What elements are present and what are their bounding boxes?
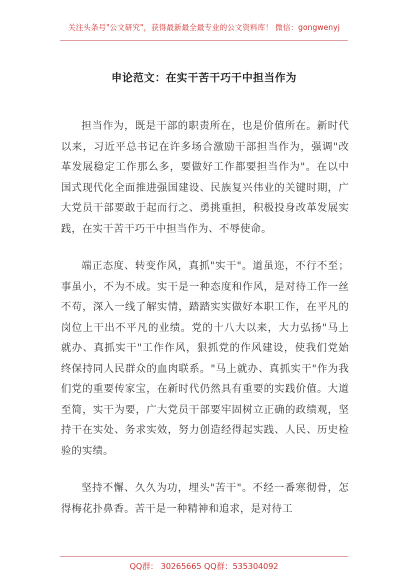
document-title: 申论范文：在实干苦干巧干中担当作为	[111, 72, 297, 84]
footer-contact: QQ群： 30265665 QQ群：535304092	[129, 562, 279, 571]
body-paragraph: 端正态度、转变作风，真抓"实干"。道虽迩，不行不至；事虽小，不为不成。实干是一种态度和作风，是对待工作一丝不苟，深入一线了解实情，踏踏实实做好本职工作，在平凡的岗位上干出不平凡的业绩。党的十八大以来，大力弘扬"马上就办、真抓实干"工作作风，狠抓党的作风建设，使我们党始终保持同人民群众的血肉联系。"马上就办、真抓实干"作为我们党的重要传家宝，在新时代仍然具有重要的实践价值。大道至简，实干为要，广大党员干部要牢固树立正确的政绩观，坚持干在实处、务求实效，努力创造经得起实践、人民、历史检验的实绩。	[61, 261, 349, 457]
document-body	[61, 117, 349, 520]
header-divider	[60, 40, 348, 41]
body-paragraph: 坚持不懈、久久为功，埋头"苦干"。不经一番寒彻骨，怎得梅花扑鼻香。苦干是一种精神和追求，是对待工	[61, 483, 349, 515]
footer-divider	[60, 556, 348, 557]
body-paragraph: 担当作为，既是干部的职责所在，也是价值所在。新时代以来，习近平总书记在许多场合激励干部担当作为，强调"改革发展稳定工作那么多，要做好工作都要担当作为"。在以中国式现代化全面推进强国建设、民族复兴伟业的关键时期，广大党员干部要敢于起而行之、勇挑重担，积极投身改革发展实践，在实干苦干巧干中担当作为、不辱使命。	[61, 121, 349, 235]
header-notice: 关注头条号"公文研究"，获得最新最全最专业的公文资料库！ 微信：gongwenyj	[68, 23, 340, 32]
